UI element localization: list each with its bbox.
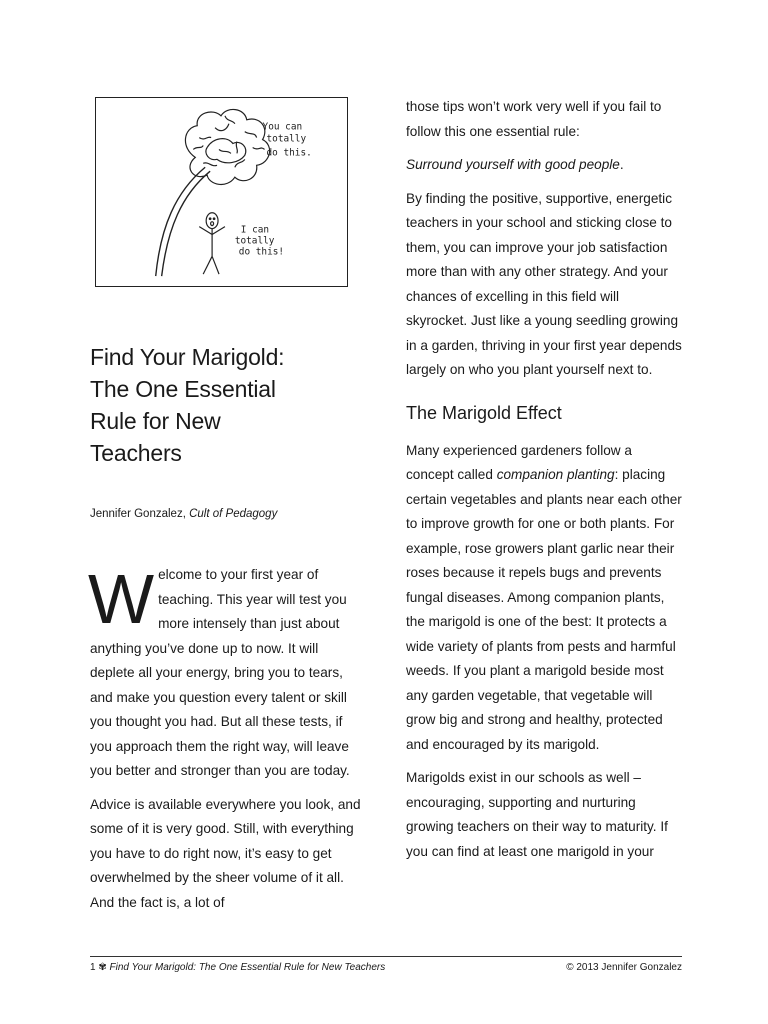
publication-name: Cult of Pedagogy xyxy=(189,508,278,520)
drop-cap: W xyxy=(88,560,155,638)
footer-divider xyxy=(90,956,682,957)
positive-teachers-paragraph: By finding the positive, supportive, energetic teachers in your school and sticking close to them, you can improve your job satisfaction more than with any other strategy. And your chances of excelling in this field will skyrocket. Just like a young seedling growing in a garden, thriving in your first year depends largely on who you plant yourself next to. xyxy=(406,190,682,377)
marigolds-in-schools-paragraph: Marigolds exist in our schools as well – encouraging, supporting and nurturing growing teachers on their way to maturity. If you can find at least one marigold in your xyxy=(406,770,668,859)
rule-end: . xyxy=(619,157,624,172)
person-speech-line-3: do this! xyxy=(238,246,285,258)
right-column xyxy=(406,95,682,873)
page-footer xyxy=(90,962,682,973)
left-column xyxy=(88,560,362,924)
marigold-glyph-icon: ✾ xyxy=(98,962,107,973)
stick-figure xyxy=(199,213,225,274)
page-number: 1 xyxy=(90,962,96,973)
article-title xyxy=(90,341,350,469)
cp-text-b: : placing certain vegetables and plants near each other to improve growth for one or both plants. For example, rose growers plant garlic near their roses because it repels bugs and prevents fungal diseases. Among companion plants, the marigold is one of the best: It protects a wide variety of plants from pests and harmful weeds. If you plant a marigold beside most any garden vegetable, that vegetable will grow big and strong and healthy, protected and encouraged by its marigold. xyxy=(406,467,682,752)
intro-text: elcome to your first year of teaching. This year will test you more intensely than just about anything you’ve done up to now. It will deplete all your energy, bring you to tears, and make you question every talent or skill you thought you had. But all these tests, if you approach them the right way, will leave you better and stronger than you are today. xyxy=(90,567,350,778)
companion-planting-paragraph xyxy=(406,439,682,758)
marigold-drawing xyxy=(96,98,347,286)
flower-speech-line-1: You can xyxy=(262,121,303,133)
intro-paragraph xyxy=(88,560,362,784)
author-name: Jennifer Gonzalez, xyxy=(90,508,190,520)
footer-left xyxy=(90,962,385,973)
cp-term: companion planting xyxy=(496,467,615,482)
cp-text-a: Many experienced gardeners follow a concept called xyxy=(406,442,632,482)
title-line-3: Rule for New xyxy=(90,408,221,434)
person-speech-line-1: I can xyxy=(240,224,270,236)
essential-rule xyxy=(406,153,682,178)
rule-text: Surround yourself with good people xyxy=(406,157,620,172)
tips-paragraph: those tips won’t work very well if you fail to follow this one essential rule: xyxy=(406,99,662,139)
advice-paragraph: Advice is available everywhere you look, and some of it is very good. Still, with everything you have to do right now, it’s easy to get overwhelmed by the sheer volume of it all. And the fact is, a lot of xyxy=(90,796,361,910)
title-line-2: The One Essential xyxy=(90,376,276,402)
title-line-4: Teachers xyxy=(90,440,182,466)
flower-speech-line-3: do this. xyxy=(266,147,312,159)
marigold-illustration xyxy=(95,97,348,287)
copyright: © 2013 Jennifer Gonzalez xyxy=(566,962,682,973)
byline xyxy=(90,508,360,520)
section-heading: The Marigold Effect xyxy=(406,402,562,423)
flower-speech-line-2: totally xyxy=(266,133,307,145)
person-speech-line-2: totally xyxy=(234,235,275,247)
title-line-1: Find Your Marigold: xyxy=(90,344,285,370)
running-title: Find Your Marigold: The One Essential Rule for New Teachers xyxy=(109,962,386,973)
